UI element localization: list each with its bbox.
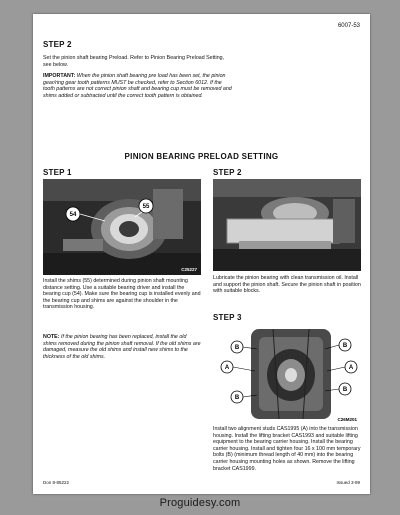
important-note <box>43 73 233 99</box>
photo-pinion-shaft <box>213 179 361 271</box>
top-step-heading: STEP 2 <box>43 40 72 49</box>
right-step2-heading: STEP 2 <box>213 168 242 177</box>
left-step-heading: STEP 1 <box>43 168 72 177</box>
note-text: If the pinion bearing has been replaced, install the old shims removed during the pinion shaft removal. If the old shims are damaged, measure the old shims and install new shims to the thickness of the old shims. <box>43 334 201 360</box>
important-label: IMPORTANT: <box>43 73 76 80</box>
left-note <box>43 334 201 360</box>
watermark: Proguidesy.com <box>159 497 241 509</box>
note-label: NOTE: <box>43 334 60 340</box>
left-step-text: Install the shims (55) determined during pinion shaft mounting distance setting. Use a suitable bearing driver and install the bearing cup (54). Make sure the bearing cup is installed evenly and the bearing cup and shims are against the shoulder in the transmission housing. <box>43 278 201 311</box>
right-step3-heading: STEP 3 <box>213 313 242 322</box>
callout-b-3: B <box>342 343 348 349</box>
callout-b-2: B <box>234 395 240 401</box>
footer-document-number: Don 8-85222 <box>43 480 70 485</box>
figure-id-right: C26M201 <box>337 417 357 422</box>
figure-id-left: C25227 <box>181 267 197 272</box>
callout-a-2: A <box>348 365 354 371</box>
page-number: 6007-53 <box>337 23 360 29</box>
callout-b-4: B <box>342 387 348 393</box>
callout-55: 55 <box>142 204 150 210</box>
important-text: When the pinion shaft bearing pre load has been set, the pinion gear/ring gear tooth patterns MUST be checked, refer to Section 6012. If the tooth patterns are not correct pinion shaft and bearing cup must be removed and shims added or subtracted until the correct tooth pattern is obtained. <box>43 73 232 99</box>
callout-b-1: B <box>234 345 240 351</box>
section-title: PINION BEARING PRELOAD SETTING <box>124 152 279 161</box>
callout-54: 54 <box>69 212 77 218</box>
right-step3-text: Install two alignment studs CAS1995 (A) into the transmission housing. Install the lifting bracket CAS1993 and suitable lifting equipment to the bearing carrier housing. Install the bearing carrier housing. Install and tighten four 16 x 100 mm temporary bolts (B) (minimum thread length of 40 mm) into the bearing carrier housing mounting holes as shown. Remove the lifting bracket CAS1999. <box>213 426 361 472</box>
callout-a-1: A <box>224 365 230 371</box>
photo-bearing-carrier <box>213 325 361 424</box>
footer-issue-date: Issued 3-99 <box>336 480 360 485</box>
top-step-block <box>43 40 233 100</box>
photo-bearing-cup <box>43 179 201 275</box>
right-step2-text: Lubricate the pinion bearing with clean transmission oil. Install and support the pinion shaft. Secure the pinion shaft in position with suitable blocks. <box>213 275 361 295</box>
top-step-text: Set the pinion shaft bearing Preload. Refer to Pinion Bearing Preload Setting, see below. <box>43 55 225 68</box>
manual-page <box>33 14 370 494</box>
